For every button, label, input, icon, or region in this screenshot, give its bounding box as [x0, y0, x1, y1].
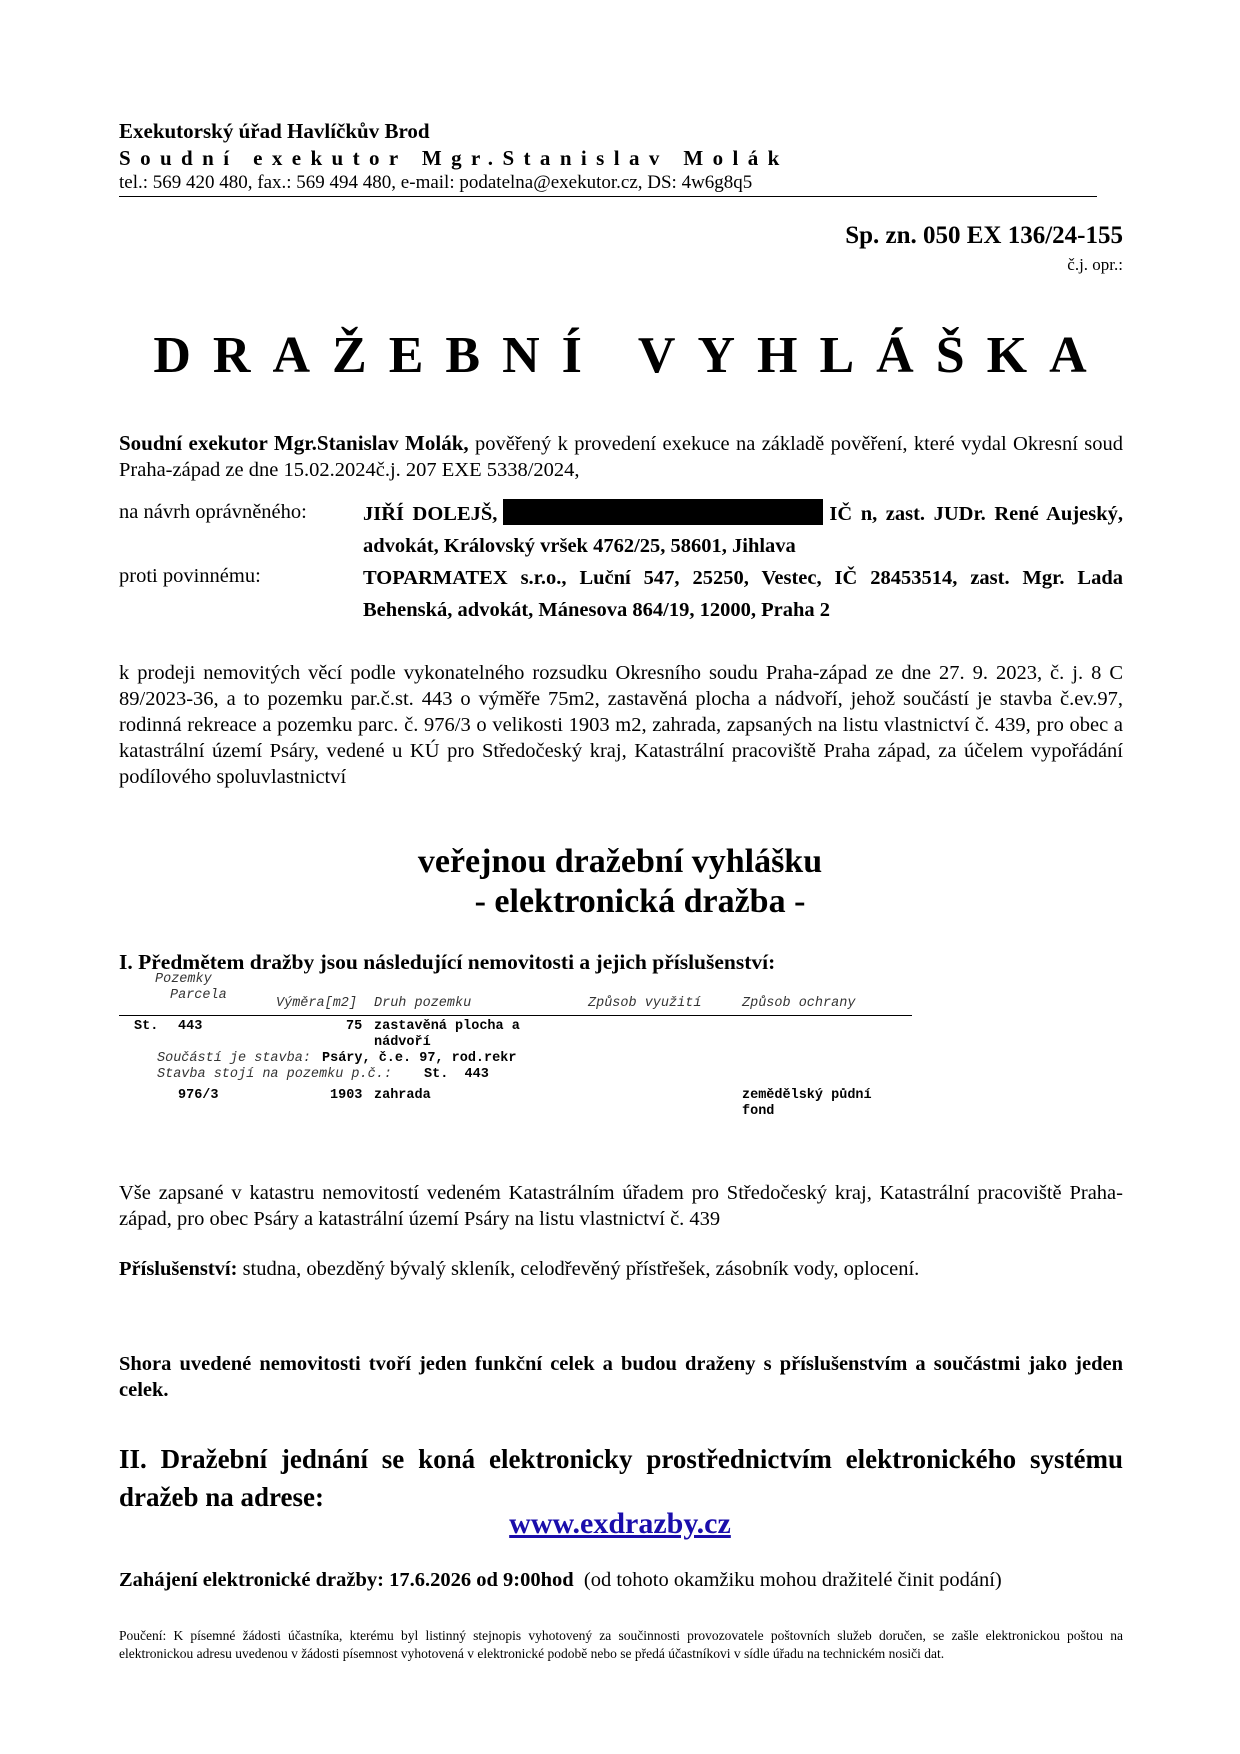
purpose-paragraph: k prodeji nemovitých věcí podle vykonatelného rozsudku Okresního soudu Praha-západ ze dne 27. 9. 2023, č. j. 8 C 89/2023-36, a to pozemku par.č.st. 443 o výměře 75m2, zastavěná plocha a nádvoří, jehož součástí je stavba č.ev.97, rodinná rekreace a pozemku parc. č. 976/3 o velikosti 1903 m2, zahrada, zapsaných na listu vlastnictví č. 439, pro obec a katastrální území Psáry, vedené u KÚ pro Středočeský kraj, Katastrální pracoviště Praha západ, za účelem vypořádání podílového spoluvlastnictví — [119, 662, 1123, 788]
stands-value: St. 443 — [424, 1067, 489, 1082]
row1-parcela: 443 — [178, 1019, 203, 1034]
row1-druh-cont: nádvoří — [374, 1035, 431, 1050]
office-name: Exekutorský úřad Havlíčkův Brod — [119, 119, 430, 143]
intro-executor: Soudní exekutor Mgr.Stanislav Molák, — [119, 431, 469, 455]
col-zpusob-ochrany: Způsob ochrany — [742, 996, 856, 1011]
row2-druh: zahrada — [374, 1088, 431, 1103]
building-label: Součástí je stavba: — [157, 1051, 311, 1066]
intro-paragraph — [119, 430, 1123, 483]
col-druh: Druh pozemku — [374, 996, 472, 1011]
registry-paragraph: Vše zapsané v katastru nemovitostí vedeném Katastrálním úřadem pro Středočeský kraj, Katastrální pracoviště Praha-západ, pro obec Psáry a katastrální území Psáry na listu vlastnictví č. 439 — [119, 1182, 1123, 1230]
header-divider — [119, 196, 1097, 197]
debtor-label: proti povinnému: — [119, 565, 261, 587]
auction-start-note: (od tohoto okamžiku mohou dražitelé činit podání) — [583, 1569, 1002, 1591]
auction-start — [119, 1569, 1002, 1592]
stands-label: Stavba stojí na pozemku p.č.: — [157, 1067, 392, 1082]
creditor-rest: IČ n, zast. JUDr. René Aujeský, advokát, Královský vršek 4762/25, 58601, Jihlava — [363, 503, 1123, 557]
auction-start-label: Zahájení elektronické dražby: 17.6.2026 od 9:00hod — [119, 1569, 574, 1591]
executor-name: Soudní exekutor Mgr.Stanislav Molák — [119, 146, 789, 170]
row1-vymera: 75 — [346, 1019, 363, 1034]
building-value: Psáry, č.e. 97, rod.rekr — [322, 1051, 517, 1066]
file-number: Sp. zn. 050 EX 136/24-155 — [845, 222, 1123, 249]
row2-ochrana-cont: fond — [742, 1104, 775, 1119]
redacted-block — [503, 499, 823, 525]
row2-ochrana: zemědělský půdní — [742, 1088, 872, 1103]
creditor-details — [363, 498, 1123, 562]
accessories-text: studna, obezděný bývalý skleník, celodřevěný přístřešek, zásobník vody, oplocení. — [242, 1258, 920, 1280]
document-title: DRAŽEBNÍ VYHLÁŠKA — [153, 327, 1109, 384]
creditor-name: JIŘÍ DOLEJŠ, — [363, 503, 498, 525]
intro-text: pověřený k provedení exekuce na základě pověření, které vydal Okresní soud Praha-západ ze dne 15.02.2024č.j. 207 EXE 5338/2024, — [119, 433, 1123, 481]
row1-druh: zastavěná plocha a — [374, 1019, 520, 1034]
col-vymera: Výměra[m2] — [276, 996, 358, 1011]
accessories-paragraph — [119, 1256, 1123, 1282]
row2-parcela: 976/3 — [178, 1088, 219, 1103]
accessories-label: Příslušenství: — [119, 1258, 238, 1280]
announcement-line1: veřejnou dražební vyhlášku — [417, 843, 823, 880]
contact-line: tel.: 569 420 480, fax.: 569 494 480, e-mail: podatelna@exekutor.cz, DS: 4w6g8q5 — [119, 172, 753, 193]
section2-heading: II. Dražební jednání se koná elektronicky prostřednictvím elektronického systému dražeb na adrese: — [119, 1444, 1123, 1512]
table-divider — [119, 1015, 912, 1016]
reference-number: č.j. opr.: — [1067, 255, 1123, 274]
legal-notice: Poučení: K písemné žádosti účastníka, kterému byl listinný stejnopis vyhotovený za součinnosti provozovatele poštovních služeb doručen, se zašle elektronickou poštou na elektronickou adresu uvedenou v žádosti písemnost vyhotovená v elektronické podobě nebo se předá účastníkovi v sídle úřadu na technickém nosiči dat. — [119, 1628, 1123, 1661]
creditor-label: na návrh oprávněného: — [119, 501, 307, 523]
col-parcela: Parcela — [170, 988, 227, 1003]
col-zpusob-vyuziti: Způsob využití — [588, 996, 702, 1011]
auction-url-link[interactable]: www.exdrazby.cz — [509, 1507, 731, 1540]
table-caption: Pozemky — [155, 972, 212, 987]
debtor-details: TOPARMATEX s.r.o., Luční 547, 25250, Vestec, IČ 28453514, zast. Mgr. Lada Behenská, advokát, Mánesova 864/19, 12000, Praha 2 — [363, 567, 1123, 621]
unit-paragraph: Shora uvedené nemovitosti tvoří jeden funkční celek a budou draženy s příslušenstvím a součástmi jako jeden celek. — [119, 1353, 1123, 1401]
row1-prefix: St. — [134, 1019, 159, 1034]
announcement-line2: - elektronická dražba - — [474, 883, 806, 920]
row2-vymera: 1903 — [330, 1088, 363, 1103]
section1-heading: I. Předmětem dražby jsou následující nemovitosti a jejich příslušenství: — [119, 950, 776, 974]
